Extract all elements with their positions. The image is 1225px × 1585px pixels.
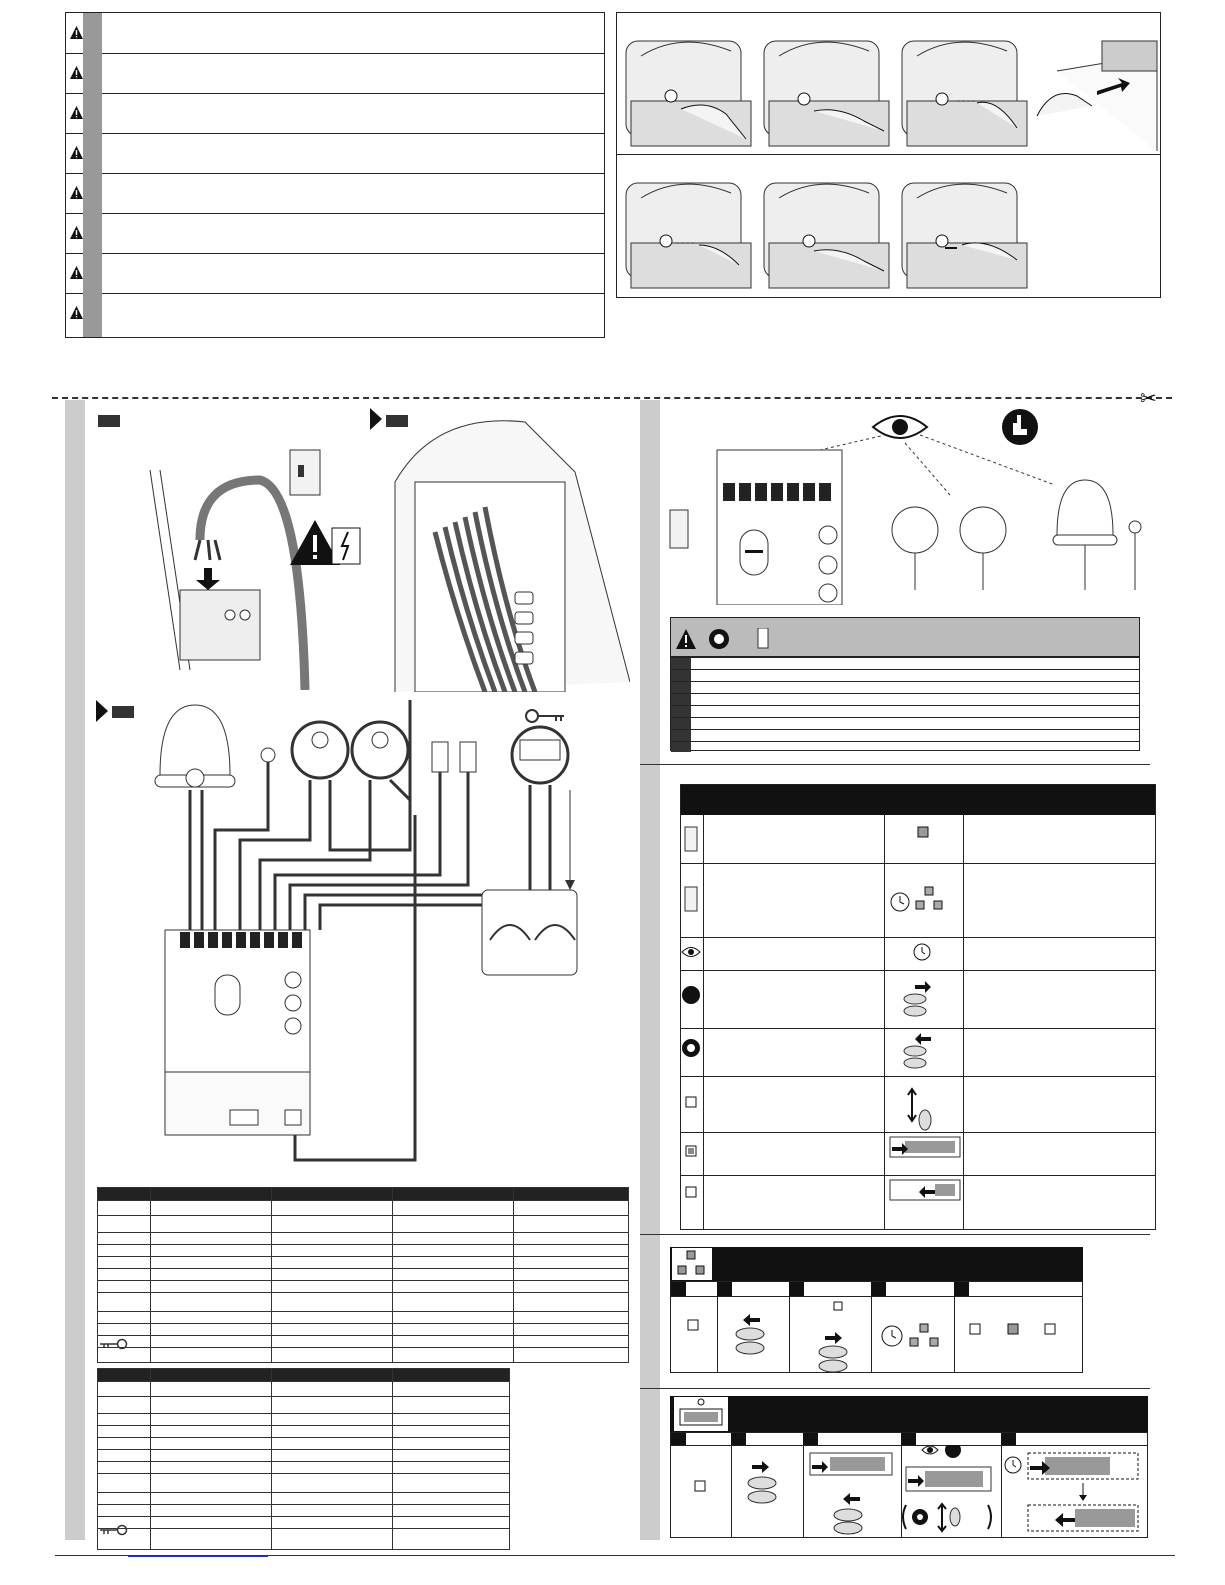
scissors-icon: ✂ xyxy=(1140,388,1157,410)
step-tag xyxy=(98,415,120,427)
travel-learning-step-icons xyxy=(670,1445,1148,1538)
check-steps-list xyxy=(670,657,1140,751)
warning-row xyxy=(66,133,604,174)
control-unit-wiring-figure xyxy=(375,412,630,692)
warning-triangle-icon xyxy=(69,65,84,80)
key-icon xyxy=(524,708,566,724)
footer-link[interactable] xyxy=(128,1556,268,1557)
manual-release-panel xyxy=(616,12,1161,298)
gate-travel-icon xyxy=(674,1397,728,1431)
warning-row xyxy=(66,93,604,134)
warning-row xyxy=(66,53,604,94)
lock-step-turn-key-image xyxy=(621,173,756,293)
step-arrow-icon xyxy=(96,700,108,722)
terminals-table-secondary xyxy=(97,1368,510,1550)
release-step-push-gate-image xyxy=(1027,31,1162,151)
warning-triangle-icon xyxy=(69,265,84,280)
step-tag xyxy=(112,706,134,718)
warning-triangle-icon xyxy=(69,305,84,320)
release-step-turn-key-image xyxy=(897,31,1032,151)
warning-triangle-icon xyxy=(69,185,84,200)
symbols-table-icons xyxy=(680,815,1156,1230)
warning-triangle-icon xyxy=(69,225,84,240)
release-step-open-cover-image xyxy=(621,31,756,151)
warning-triangle-icon xyxy=(69,105,84,120)
lock-step-close-cover-image xyxy=(897,173,1032,293)
led-blink-icon xyxy=(672,1248,712,1280)
cut-line xyxy=(52,397,1172,399)
lock-step-remove-key-image xyxy=(759,173,894,293)
travel-learning-header xyxy=(670,1396,1148,1432)
warning-row xyxy=(66,253,604,294)
key-icon xyxy=(98,1524,128,1536)
check-icons xyxy=(676,628,772,650)
warning-row xyxy=(66,213,604,254)
warning-triangle-icon xyxy=(69,145,84,160)
warning-row xyxy=(66,293,604,337)
warning-row xyxy=(66,173,604,214)
right-sidebar xyxy=(640,400,660,1540)
power-connection-figure xyxy=(100,440,370,690)
check-connections-figure xyxy=(665,405,1165,605)
warning-triangle-icon xyxy=(69,25,84,40)
left-sidebar xyxy=(65,400,85,1540)
release-step-insert-key-image xyxy=(759,31,894,151)
key-icon xyxy=(98,1338,128,1350)
accessories-wiring-diagram xyxy=(150,700,630,1170)
warning-row xyxy=(66,13,604,54)
warnings-list xyxy=(65,12,605,338)
programming-step-icons xyxy=(670,1296,1083,1374)
terminals-table xyxy=(97,1187,629,1363)
programming-header xyxy=(670,1247,1083,1281)
